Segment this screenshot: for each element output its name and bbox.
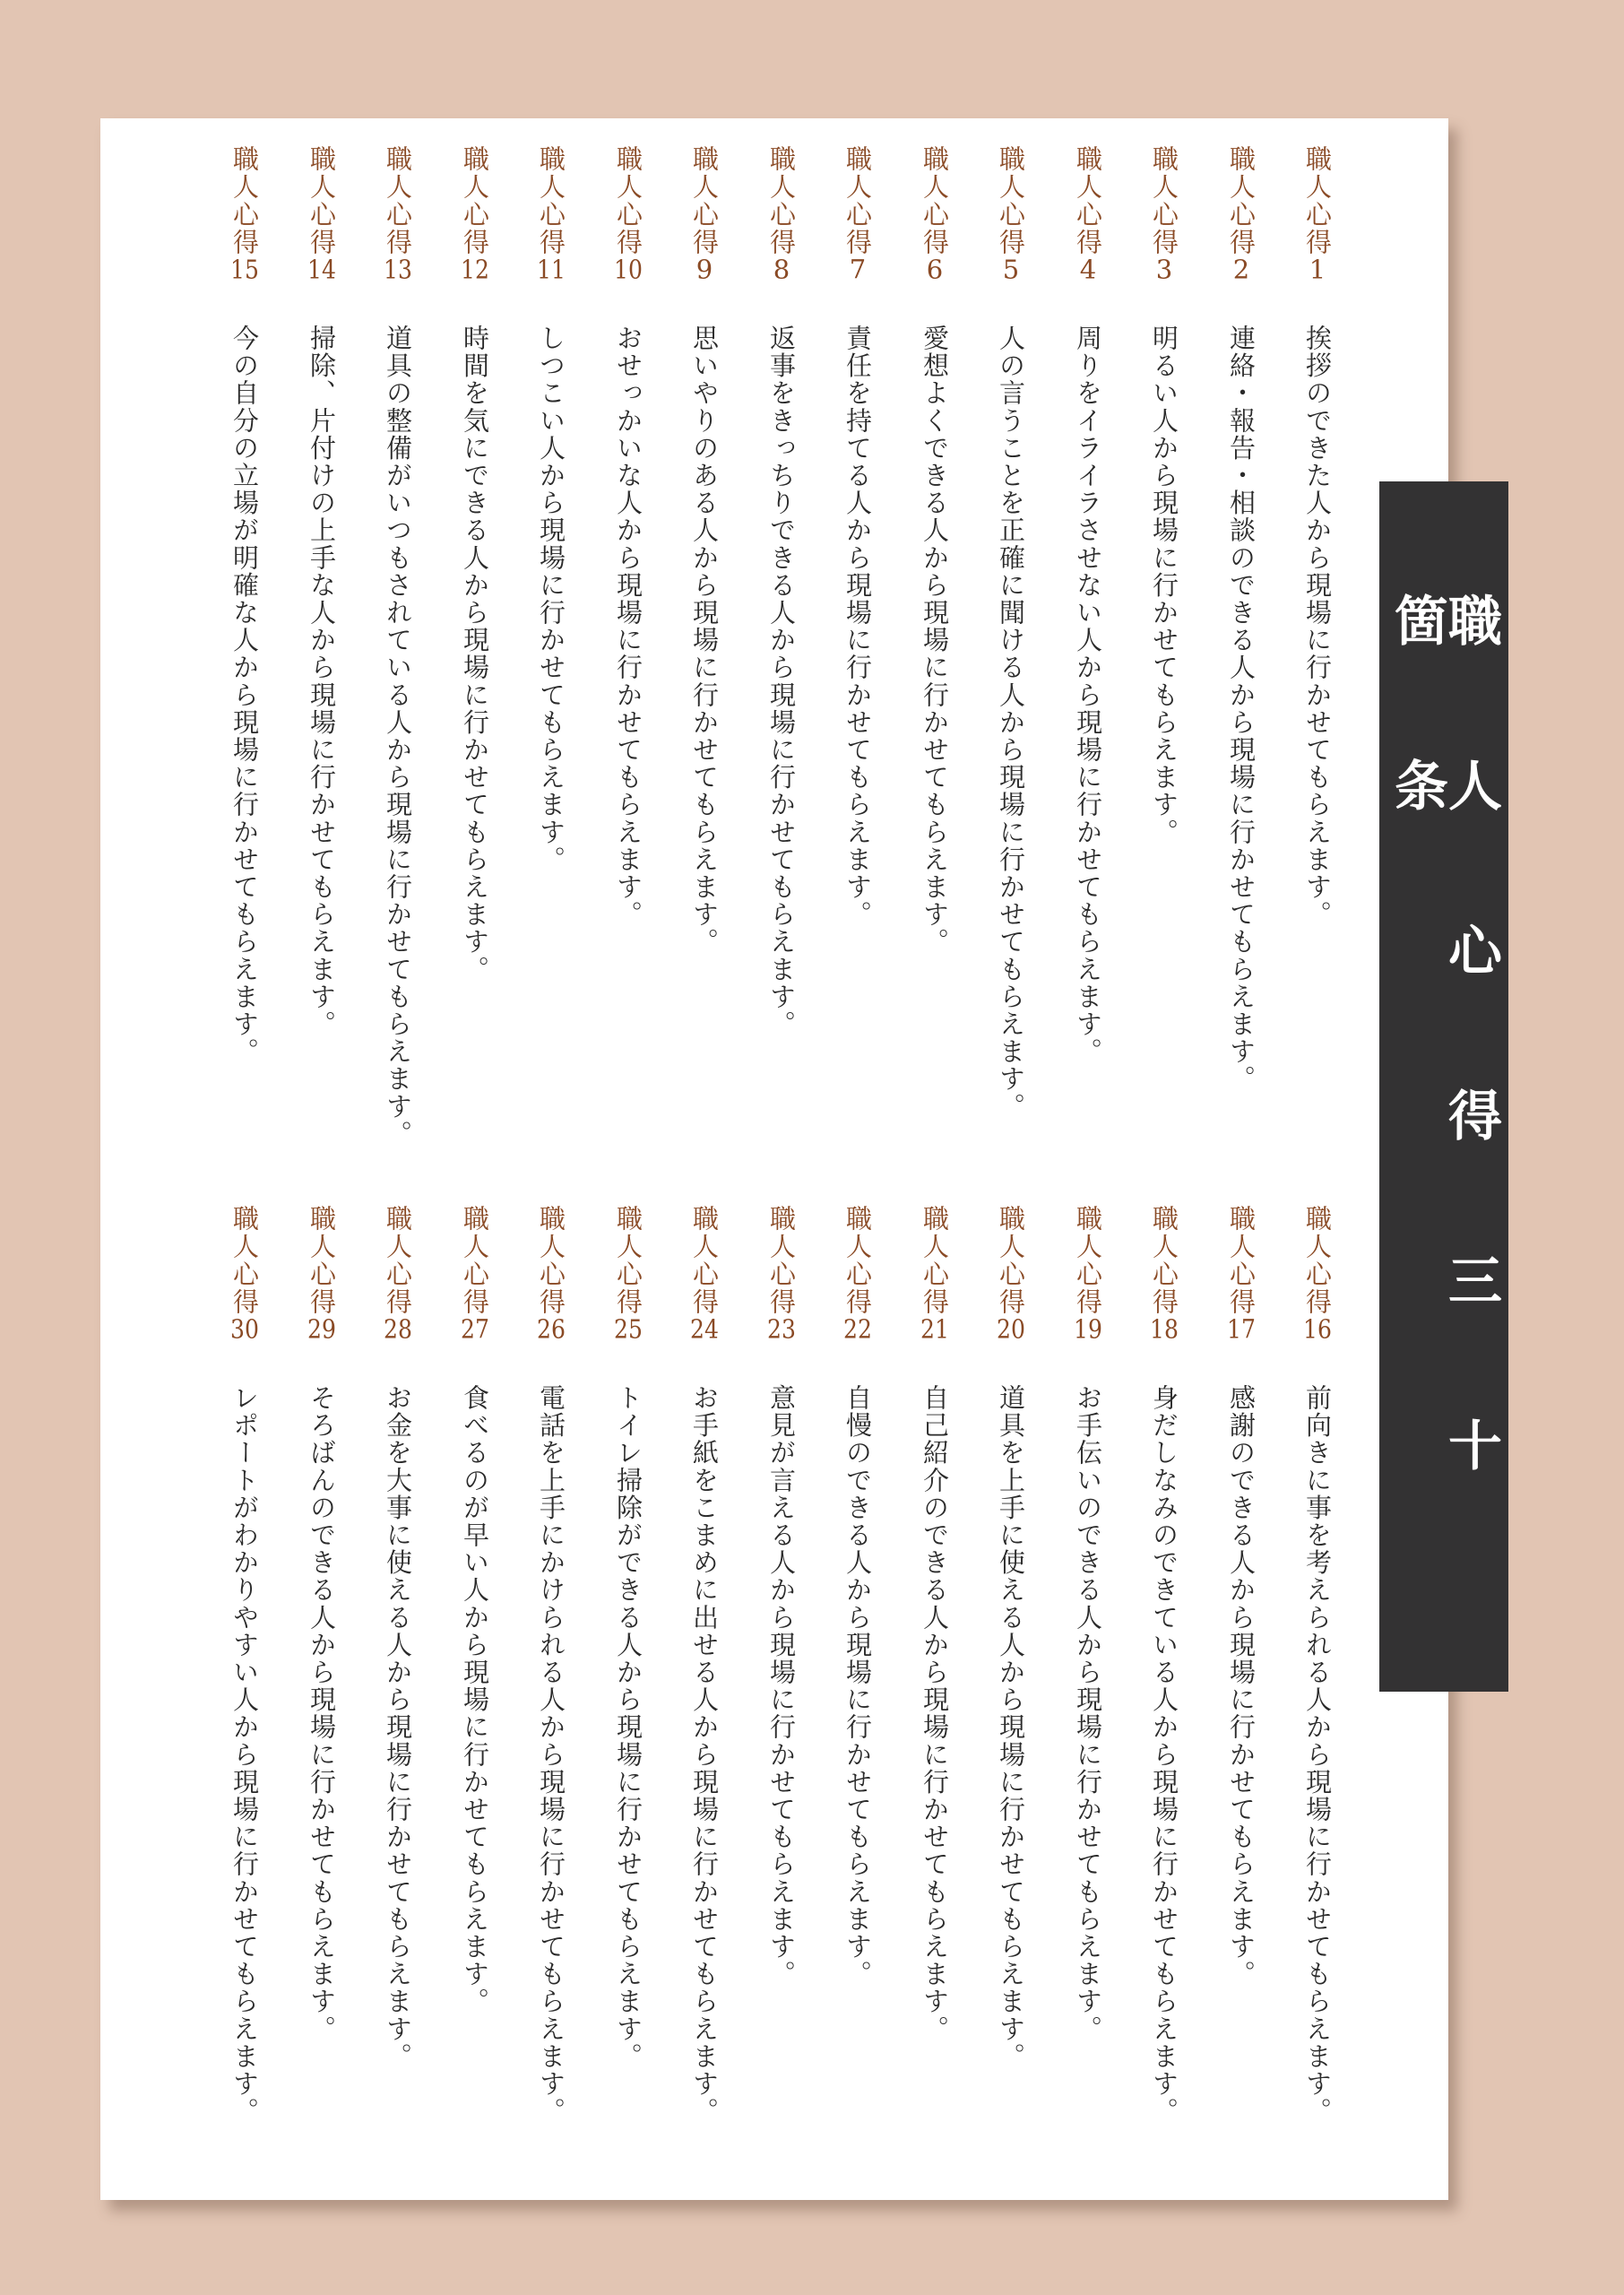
entry-number: 3 (1155, 256, 1173, 282)
entry-29 (286, 1205, 358, 2042)
entry-12 (439, 145, 511, 983)
entry-label-prefix: 職人心得 (1149, 1205, 1179, 1316)
entry-text: レポートがわかりやすい人から現場に行かせてもらえます。 (229, 1384, 260, 2126)
entry-label-prefix: 職人心得 (842, 145, 873, 256)
entry-number: 18 (1150, 1316, 1179, 1342)
entry-text: 明るい人から現場に行かせてもらえます。 (1149, 325, 1179, 846)
entry-label-prefix: 職人心得 (996, 145, 1026, 256)
entry-label (457, 1205, 493, 1364)
page-title: 職人心得三十箇条 (1386, 593, 1502, 1582)
entry-text: お手紙をこまめに出せる人から現場に行かせてもらえます。 (689, 1384, 720, 2126)
entry-label (304, 1205, 340, 1364)
entry-label (1223, 145, 1259, 305)
entry-label-prefix: 職人心得 (460, 145, 490, 256)
entry-number: 30 (230, 1316, 259, 1342)
entry-text: 返事をきっちりできる人から現場に行かせてもらえます。 (766, 325, 797, 1038)
entry-label-prefix: 職人心得 (536, 1205, 566, 1316)
entry-number: 24 (690, 1316, 719, 1342)
entry-label-prefix: 職人心得 (1302, 1205, 1333, 1316)
entry-number: 6 (926, 256, 944, 282)
entry-label-prefix: 職人心得 (766, 145, 797, 256)
entry-label (917, 145, 953, 305)
entry-label (380, 145, 416, 305)
entry-9 (669, 145, 740, 956)
entry-number: 16 (1303, 1316, 1332, 1342)
entry-text: 周りをイライラさせない人から現場に行かせてもらえます。 (1073, 325, 1103, 1066)
entry-label (610, 145, 646, 305)
entry-text: 電話を上手にかけられる人から現場に行かせてもらえます。 (536, 1384, 566, 2126)
entry-label (1300, 145, 1335, 305)
entry-number: 17 (1227, 1316, 1256, 1342)
entry-label (993, 1205, 1029, 1364)
entry-label-prefix: 職人心得 (613, 145, 644, 256)
entry-label-prefix: 職人心得 (307, 1205, 337, 1316)
entry-number: 11 (537, 256, 566, 282)
entry-label (533, 1205, 569, 1364)
entry-label (687, 145, 722, 305)
entry-30 (209, 1205, 281, 2125)
entry-text: 責任を持てる人から現場に行かせてもらえます。 (842, 325, 873, 929)
entry-text: 感謝のできる人から現場に行かせてもらえます。 (1226, 1384, 1257, 1988)
entry-label-prefix: 職人心得 (1226, 145, 1257, 256)
entry-label-prefix: 職人心得 (920, 145, 950, 256)
entry-number: 15 (230, 256, 259, 282)
entry-label-prefix: 職人心得 (766, 1205, 797, 1316)
entry-label-prefix: 職人心得 (460, 1205, 490, 1316)
entry-11 (515, 145, 587, 873)
entry-16 (1282, 1205, 1353, 2125)
entry-number: 8 (773, 256, 790, 282)
entry-number: 28 (384, 1316, 412, 1342)
entry-label (533, 145, 569, 305)
entry-19 (1052, 1205, 1124, 2042)
entry-24 (669, 1205, 740, 2125)
entry-label-prefix: 職人心得 (383, 145, 413, 256)
entry-label (610, 1205, 646, 1364)
entry-text: しつこい人から現場に行かせてもらえます。 (536, 325, 566, 873)
entry-5 (975, 145, 1047, 1120)
entry-number: 20 (997, 1316, 1025, 1342)
entry-label-prefix: 職人心得 (996, 1205, 1026, 1316)
entry-number: 4 (1079, 256, 1097, 282)
entry-label (457, 145, 493, 305)
entry-text: 自慢のできる人から現場に行かせてもらえます。 (842, 1384, 873, 1988)
entry-6 (899, 145, 971, 956)
entry-number: 2 (1232, 256, 1250, 282)
entry-label-prefix: 職人心得 (229, 1205, 260, 1316)
entry-17 (1205, 1205, 1277, 1988)
entry-text: 愛想よくできる人から現場に行かせてもらえます。 (920, 325, 950, 956)
entry-number: 26 (537, 1316, 566, 1342)
entry-number: 25 (614, 1316, 643, 1342)
entry-label (227, 1205, 263, 1364)
entry-20 (975, 1205, 1047, 2070)
entry-25 (592, 1205, 664, 2070)
entry-number: 7 (849, 256, 867, 282)
entry-number: 10 (614, 256, 643, 282)
entry-label-prefix: 職人心得 (689, 1205, 720, 1316)
entry-label (917, 1205, 953, 1364)
entry-text: 前向きに事を考えられる人から現場に行かせてもらえます。 (1302, 1384, 1333, 2126)
entry-text: 今の自分の立場が明確な人から現場に行かせてもらえます。 (229, 325, 260, 1066)
entry-label (1223, 1205, 1259, 1364)
entry-8 (746, 145, 817, 1038)
entry-label-prefix: 職人心得 (307, 145, 337, 256)
entry-text: 時間を気にできる人から現場に行かせてもらえます。 (460, 325, 490, 983)
entry-10 (592, 145, 664, 928)
entry-label-prefix: 職人心得 (842, 1205, 873, 1316)
entry-label (764, 145, 799, 305)
entry-18 (1128, 1205, 1200, 2125)
entry-label (227, 145, 263, 305)
entry-15 (209, 145, 281, 1065)
entry-text: 意見が言える人から現場に行かせてもらえます。 (766, 1384, 797, 1988)
entry-label-prefix: 職人心得 (1073, 1205, 1103, 1316)
entry-text: トイレ掃除ができる人から現場に行かせてもらえます。 (613, 1384, 644, 2070)
entry-number: 19 (1074, 1316, 1102, 1342)
title-bar (1379, 481, 1508, 1692)
entry-label (304, 145, 340, 305)
entry-label-prefix: 職人心得 (1073, 145, 1103, 256)
entry-text: 掃除、片付けの上手な人から現場に行かせてもらえます。 (307, 325, 337, 1038)
entry-label-prefix: 職人心得 (383, 1205, 413, 1316)
entry-28 (362, 1205, 434, 2070)
entry-text: おせっかいな人から現場に行かせてもらえます。 (613, 325, 644, 929)
entry-text: 人の言うことを正確に聞ける人から現場に行かせてもらえます。 (996, 325, 1026, 1121)
entry-2 (1205, 145, 1277, 1093)
entry-text: 食べるのが早い人から現場に行かせてもらえます。 (460, 1384, 490, 2015)
document-page (100, 118, 1448, 2200)
entry-label (1070, 145, 1106, 305)
entry-text: 道具を上手に使える人から現場に行かせてもらえます。 (996, 1384, 1026, 2070)
entry-text: お金を大事に使える人から現場に行かせてもらえます。 (383, 1384, 413, 2070)
entry-number: 13 (384, 256, 412, 282)
entry-3 (1128, 145, 1200, 845)
entry-22 (822, 1205, 894, 1988)
entry-number: 27 (461, 1316, 489, 1342)
entry-label (1146, 1205, 1182, 1364)
entry-label-prefix: 職人心得 (613, 1205, 644, 1316)
entry-label-prefix: 職人心得 (1226, 1205, 1257, 1316)
entry-label (687, 1205, 722, 1364)
entry-21 (899, 1205, 971, 2042)
entry-number: 14 (307, 256, 336, 282)
entry-number: 29 (307, 1316, 336, 1342)
entry-text: 挨拶のできた人から現場に行かせてもらえます。 (1302, 325, 1333, 929)
entry-label (1070, 1205, 1106, 1364)
entry-label (380, 1205, 416, 1364)
entry-13 (362, 145, 434, 1148)
entry-7 (822, 145, 894, 928)
entry-label-prefix: 職人心得 (1302, 145, 1333, 256)
entry-text: 自己紹介のできる人から現場に行かせてもらえます。 (920, 1384, 950, 2043)
entry-label (993, 145, 1029, 305)
entry-label-prefix: 職人心得 (229, 145, 260, 256)
entry-14 (286, 145, 358, 1038)
entry-label (764, 1205, 799, 1364)
entry-label (840, 145, 876, 305)
entry-text: 道具の整備がいつもされている人から現場に行かせてもらえます。 (383, 325, 413, 1148)
entry-number: 22 (843, 1316, 872, 1342)
entry-label-prefix: 職人心得 (689, 145, 720, 256)
entry-1 (1282, 145, 1353, 928)
entry-number: 9 (695, 256, 713, 282)
entry-label (840, 1205, 876, 1364)
entry-number: 23 (767, 1316, 796, 1342)
entry-26 (515, 1205, 587, 2125)
entry-number: 1 (1309, 256, 1326, 282)
entry-label-prefix: 職人心得 (920, 1205, 950, 1316)
entry-text: お手伝いのできる人から現場に行かせてもらえます。 (1073, 1384, 1103, 2043)
entry-text: 思いやりのある人から現場に行かせてもらえます。 (689, 325, 720, 956)
entry-number: 5 (1002, 256, 1020, 282)
entry-text: 連絡・報告・相談のできる人から現場に行かせてもらえます。 (1226, 325, 1257, 1093)
entry-27 (439, 1205, 511, 2015)
entry-label (1300, 1205, 1335, 1364)
entry-label-prefix: 職人心得 (1149, 145, 1179, 256)
entry-label-prefix: 職人心得 (536, 145, 566, 256)
entry-label (1146, 145, 1182, 305)
entry-text: 身だしなみのできている人から現場に行かせてもらえます。 (1149, 1384, 1179, 2126)
entry-4 (1052, 145, 1124, 1065)
entry-number: 21 (920, 1316, 949, 1342)
entry-text: そろばんのできる人から現場に行かせてもらえます。 (307, 1384, 337, 2043)
entry-23 (746, 1205, 817, 1988)
entry-number: 12 (461, 256, 489, 282)
